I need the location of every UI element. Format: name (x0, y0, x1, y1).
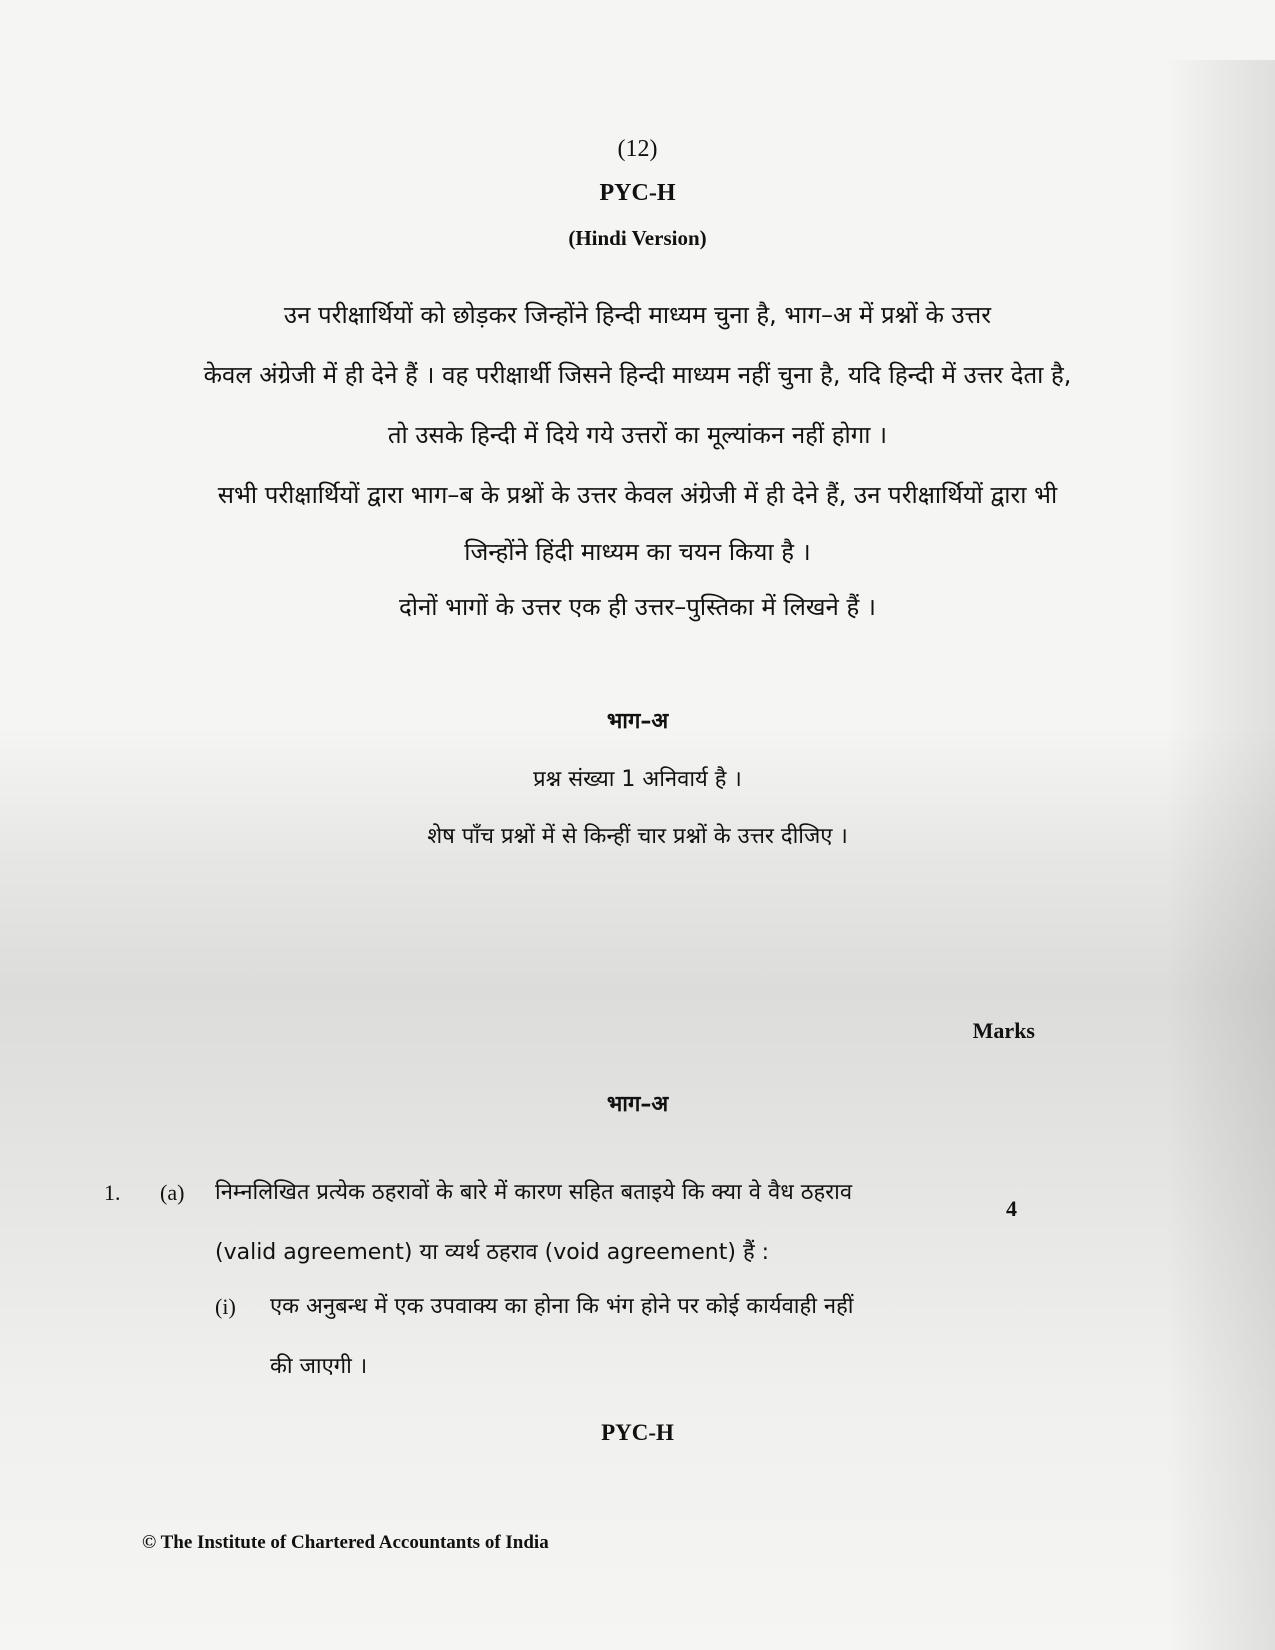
part-a-rule-1: प्रश्न संख्या 1 अनिवार्य है । (533, 767, 742, 792)
marks-column-label: Marks (972, 1018, 1035, 1043)
instruction-line-4: सभी परीक्षार्थियों द्वारा भाग–ब के प्रश्नों के उत्तर केवल अंग्रेजी में ही देने हैं, उन परीक्षार्थियों द्वारा भी (217, 481, 1058, 509)
section-heading: भाग–अ (606, 1092, 669, 1117)
question-number: 1. (104, 1180, 121, 1205)
instruction-line-6: दोनों भागों के उत्तर एक ही उत्तर–पुस्तिका में लिखने हैं । (399, 593, 876, 621)
instruction-line-2: केवल अंग्रेजी में ही देने हैं । वह परीक्षार्थी जिसने हिन्दी माध्यम नहीं चुना है, यदि हिन्दी में उत्तर देता है, (203, 361, 1072, 389)
question-text-line-1: निम्नलिखित प्रत्येक ठहरावों के बारे में कारण सहित बताइये कि क्या वे वैध ठहराव (215, 1180, 853, 1205)
question-item-line-1: एक अनुबन्ध में एक उपवाक्य का होना कि भंग होने पर कोई कार्यवाही नहीं (270, 1294, 854, 1319)
paper-code-header: PYC-H (599, 180, 676, 206)
paper-code-footer: PYC-H (601, 1420, 674, 1445)
question-text-line-2: (valid agreement) या व्यर्थ ठहराव (void agreement) हैं : (215, 1240, 770, 1265)
copyright-notice: © The Institute of Chartered Accountants of India (142, 1532, 549, 1553)
instruction-line-5: जिन्होंने हिंदी माध्यम का चयन किया है । (464, 538, 811, 566)
part-a-heading: भाग–अ (606, 709, 669, 734)
question-item-label: (i) (215, 1294, 236, 1319)
instruction-line-3: तो उसके हिन्दी में दिये गये उत्तरों का मूल्यांकन नहीं होगा । (387, 421, 888, 449)
page-number: (12) (617, 136, 658, 162)
question-item-line-2: की जाएगी । (270, 1354, 368, 1379)
instruction-line-1: उन परीक्षार्थियों को छोड़कर जिन्होंने हिन्दी माध्यम चुना है, भाग–अ में प्रश्नों के उत्तर (283, 301, 992, 329)
version-label: (Hindi Version) (568, 226, 707, 250)
part-a-rule-2: शेष पाँच प्रश्नों में से किन्हीं चार प्रश्नों के उत्तर दीजिए । (427, 824, 848, 849)
question-marks: 4 (1006, 1196, 1017, 1221)
question-sub-label: (a) (160, 1180, 185, 1205)
